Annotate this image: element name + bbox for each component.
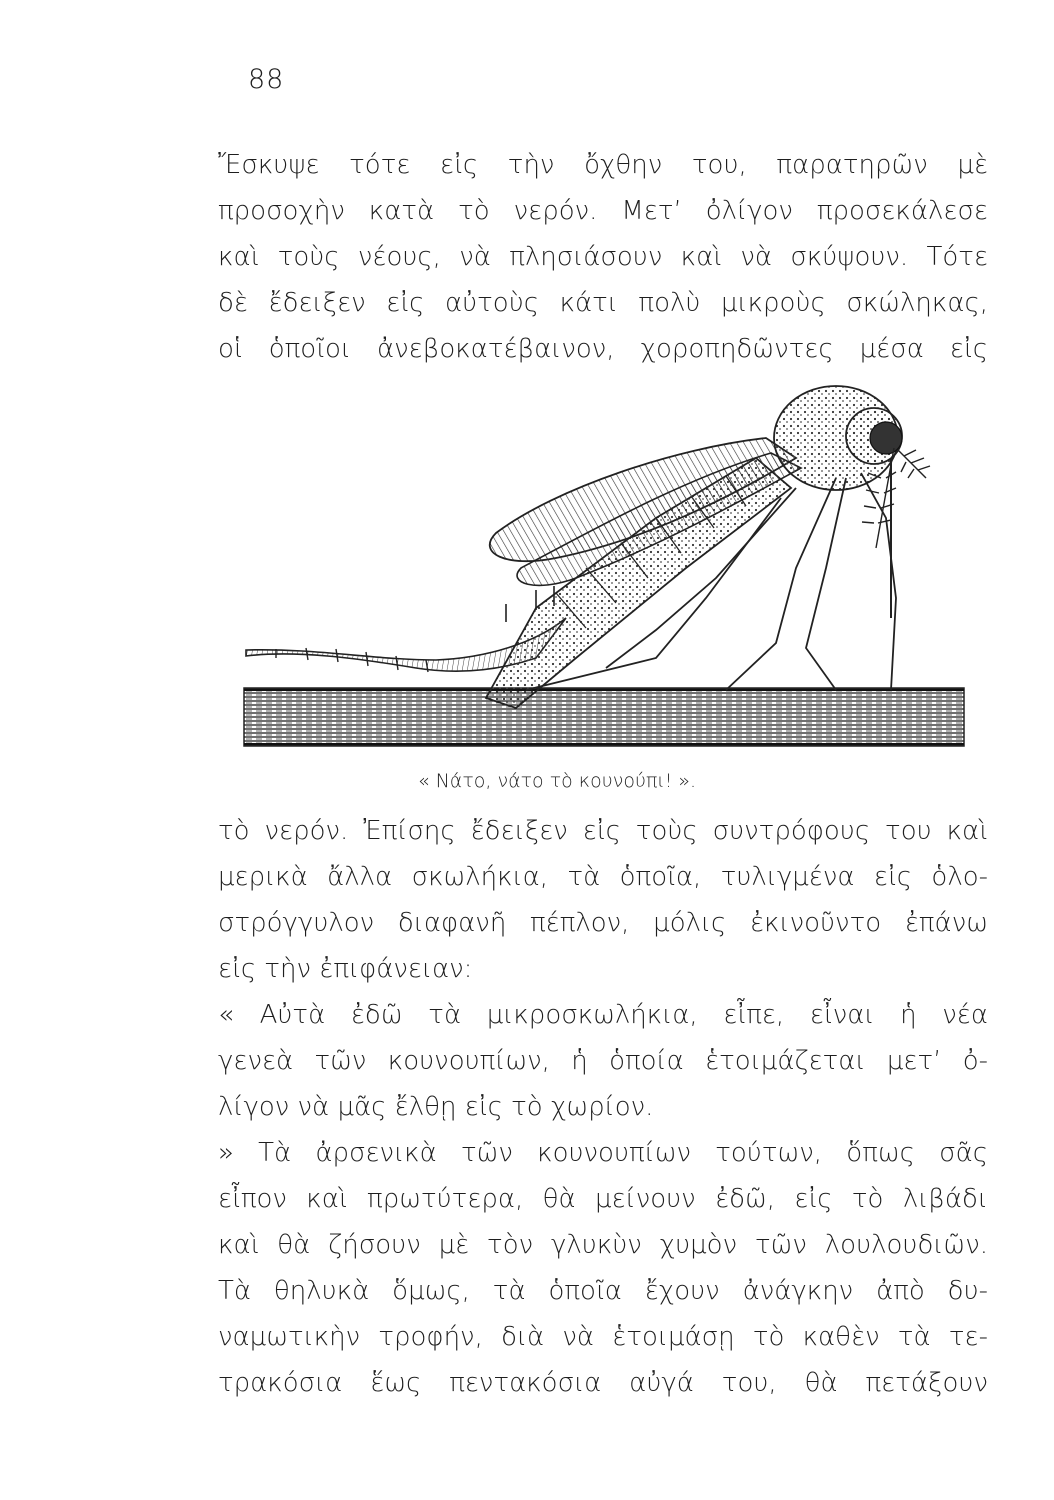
page-number: 88 — [248, 64, 285, 95]
text-line: προσοχὴν κατὰ τὸ νερόν. Μετ’ ὀλίγον προσεκάλεσε — [218, 196, 988, 226]
text-line: ναμωτικὴν τροφήν, διὰ νὰ ἑτοιμάσῃ τὸ καθὲν τὰ τε- — [218, 1322, 988, 1352]
mosquito-drawing — [236, 368, 976, 768]
plank-shape — [244, 688, 964, 746]
text-line: εἰς τὴν ἐπιφάνειαν: — [218, 954, 473, 984]
text-line: Ἔσκυψε τότε εἰς τὴν ὄχθην του, παρατηρῶν μὲ — [218, 150, 988, 180]
text-line: καὶ θὰ ζήσουν μὲ τὸν γλυκὺν χυμὸν τῶν λουλουδιῶν. — [218, 1230, 988, 1260]
text-line: Τὰ θηλυκὰ ὅμως, τὰ ὁποῖα ἔχουν ἀνάγκην ἀπὸ δυ- — [218, 1276, 988, 1306]
text-line: τὸ νερόν. Ἐπίσης ἔδειξεν εἰς τοὺς συντρόφους του καὶ — [218, 816, 988, 846]
text-line: τρακόσια ἕως πεντακόσια αὐγά του, θὰ πετάξουν — [218, 1368, 988, 1398]
text-line: οἱ ὁποῖοι ἀνεβοκατέβαινον, χοροπηδῶντες μέσα εἰς — [218, 334, 988, 364]
mosquito-illustration — [236, 368, 976, 768]
text-line: « Αὐτὰ ἐδῶ τὰ μικροσκωλήκια, εἶπε, εἶναι ἡ νέα — [218, 1000, 988, 1030]
text-line: γενεὰ τῶν κουνουπίων, ἡ ὁποία ἑτοιμάζεται μετ’ ὀ- — [218, 1046, 988, 1076]
figure-caption: « Νάτο, νάτο τὸ κουνούπι! ». — [417, 770, 697, 792]
text-line: εἶπον καὶ πρωτύτερα, θὰ μείνουν ἐδῶ, εἰς τὸ λιβάδι — [218, 1184, 988, 1214]
text-line: μερικὰ ἄλλα σκωλήκια, τὰ ὁποῖα, τυλιγμένα εἰς ὁλο- — [218, 862, 988, 892]
text-line: καὶ τοὺς νέους, νὰ πλησιάσουν καὶ νὰ σκύψουν. Τότε — [218, 242, 988, 272]
paragraph-bottom — [218, 808, 988, 1406]
text-line: λίγον νὰ μᾶς ἔλθῃ εἰς τὸ χωρίον. — [218, 1092, 654, 1122]
text-line: » Τὰ ἀρσενικὰ τῶν κουνουπίων τούτων, ὅπως σᾶς — [218, 1138, 988, 1168]
text-line: στρόγγυλον διαφανῆ πέπλον, μόλις ἐκινοῦντο ἐπάνω — [218, 908, 988, 938]
paragraph-top — [218, 142, 988, 372]
text-line: δὲ ἔδειξεν εἰς αὐτοὺς κάτι πολὺ μικροὺς σκώληκας, — [218, 288, 988, 318]
